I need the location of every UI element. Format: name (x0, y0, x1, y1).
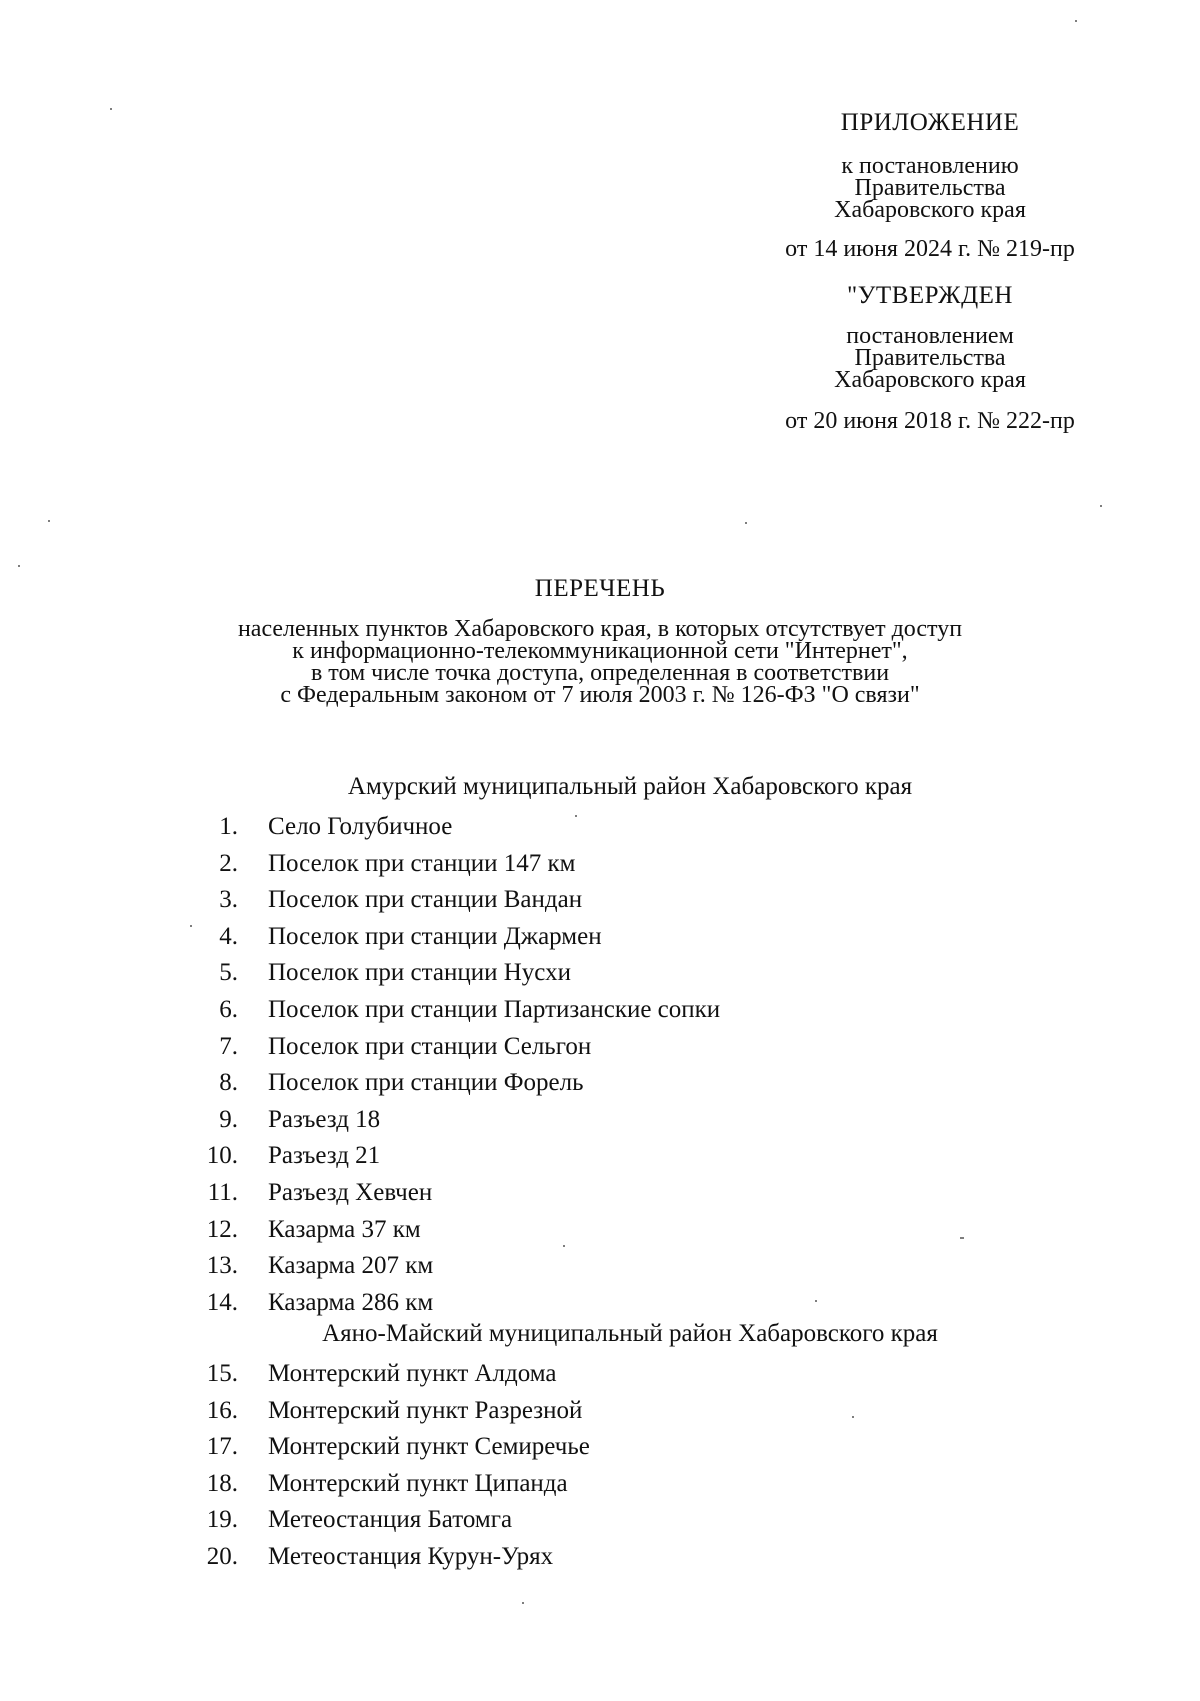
district-heading: Амурский муниципальный район Хабаровского края (347, 773, 913, 800)
list-item (0, 959, 1200, 987)
appendix-line-2: Правительства (854, 175, 1006, 201)
appendix-reference (744, 155, 1116, 221)
item-number: 16. (206, 1397, 238, 1424)
list-item (0, 886, 1200, 914)
scan-speck (575, 815, 577, 817)
item-name: Поселок при станции Сельгон (268, 1033, 592, 1060)
item-name: Казарма 37 км (268, 1216, 421, 1243)
appendix-line-1: к постановлению (841, 153, 1019, 179)
item-number: 5. (219, 959, 238, 986)
scan-speck (190, 925, 192, 927)
item-name: Село Голубичное (268, 813, 453, 840)
title-line-2: к информационно-телекоммуникационной сети "Интернет", (292, 638, 908, 664)
item-name: Разъезд Хевчен (268, 1179, 433, 1206)
item-number: 18. (206, 1470, 238, 1497)
item-number: 17. (206, 1433, 238, 1460)
list-item (0, 1506, 1200, 1534)
title-line-4: с Федеральным законом от 7 июля 2003 г. № 126-ФЗ "О связи" (280, 682, 920, 708)
approved-date-number: от 20 июня 2018 г. № 222-пр (785, 408, 1075, 434)
item-name: Поселок при станции Партизанские сопки (268, 996, 721, 1023)
scan-speck (110, 108, 112, 110)
item-name: Разъезд 21 (268, 1142, 381, 1169)
item-number: 20. (206, 1543, 238, 1570)
document-title: ПЕРЕЧЕНЬ (534, 575, 666, 602)
list-item (0, 850, 1200, 878)
list-item (0, 1069, 1200, 1097)
item-name: Разъезд 18 (268, 1106, 381, 1133)
scan-speck (962, 1237, 964, 1239)
scan-speck (852, 1416, 854, 1418)
appendix-heading: ПРИЛОЖЕНИЕ (840, 109, 1020, 136)
item-name: Поселок при станции Джармен (268, 923, 602, 950)
approved-line-3: Хабаровского края (834, 367, 1026, 393)
list-item (0, 1433, 1200, 1461)
list-item (0, 996, 1200, 1024)
item-number: 8. (219, 1069, 238, 1096)
item-name: Монтерский пункт Семиречье (268, 1433, 590, 1460)
list-item (0, 1033, 1200, 1061)
list-item (0, 1216, 1200, 1244)
item-name: Монтерский пункт Алдома (268, 1360, 557, 1387)
appendix-date (744, 238, 1116, 260)
scan-speck (1075, 20, 1077, 22)
approved-date (744, 410, 1116, 432)
list-item (0, 1179, 1200, 1207)
item-name: Метеостанция Курун-Урях (268, 1543, 554, 1570)
item-name: Монтерский пункт Разрезной (268, 1397, 583, 1424)
scan-speck (745, 522, 747, 524)
approved-line-2: Правительства (854, 345, 1006, 371)
list-item (0, 1397, 1200, 1425)
appendix-date-number: от 14 июня 2024 г. № 219-пр (785, 236, 1075, 262)
scan-speck (48, 520, 50, 522)
item-number: 2. (219, 850, 238, 877)
list-item (0, 1289, 1200, 1317)
item-number: 10. (206, 1142, 238, 1169)
item-name: Поселок при станции Вандан (268, 886, 583, 913)
item-name: Казарма 207 км (268, 1252, 434, 1279)
item-number: 13. (206, 1252, 238, 1279)
title-line-3: в том числе точка доступа, определенная в соответствии (310, 660, 890, 686)
item-name: Поселок при станции Форель (268, 1069, 584, 1096)
item-number: 19. (206, 1506, 238, 1533)
title-line-1: населенных пунктов Хабаровского края, в которых отсутствует доступ (237, 616, 963, 642)
item-name: Поселок при станции 147 км (268, 850, 576, 877)
scan-speck (563, 1245, 565, 1247)
list-item (0, 923, 1200, 951)
item-number: 6. (219, 996, 238, 1023)
item-number: 15. (206, 1360, 238, 1387)
scan-speck (815, 1300, 817, 1302)
appendix-line-3: Хабаровского края (834, 197, 1026, 223)
item-number: 14. (206, 1289, 238, 1316)
list-item (0, 1252, 1200, 1280)
item-name: Поселок при станции Нусхи (268, 959, 571, 986)
item-number: 1. (219, 813, 238, 840)
list-item (0, 813, 1200, 841)
item-number: 3. (219, 886, 238, 913)
approved-line-1: постановлением (846, 323, 1014, 349)
approved-reference (744, 325, 1116, 391)
scan-speck (522, 1602, 524, 1604)
item-number: 7. (219, 1033, 238, 1060)
list-item (0, 1142, 1200, 1170)
item-number: 4. (219, 923, 238, 950)
approved-heading: "УТВЕРЖДЕН (847, 282, 1013, 309)
scan-speck (1100, 505, 1102, 507)
scan-speck (18, 565, 20, 567)
appendix-block (744, 109, 1116, 136)
item-number: 12. (206, 1216, 238, 1243)
item-name: Монтерский пункт Ципанда (268, 1470, 568, 1497)
item-number: 11. (207, 1179, 238, 1206)
item-number: 9. (219, 1106, 238, 1133)
item-name: Метеостанция Батомга (268, 1506, 513, 1533)
district-heading: Аяно-Майский муниципальный район Хабаровского края (322, 1320, 938, 1347)
list-item (0, 1543, 1200, 1571)
item-name: Казарма 286 км (268, 1289, 434, 1316)
list-item (0, 1106, 1200, 1134)
title-block (150, 575, 1050, 602)
approved-block (744, 282, 1116, 309)
title-subtitle (150, 618, 1050, 706)
list-item (0, 1470, 1200, 1498)
list-item (0, 1360, 1200, 1388)
